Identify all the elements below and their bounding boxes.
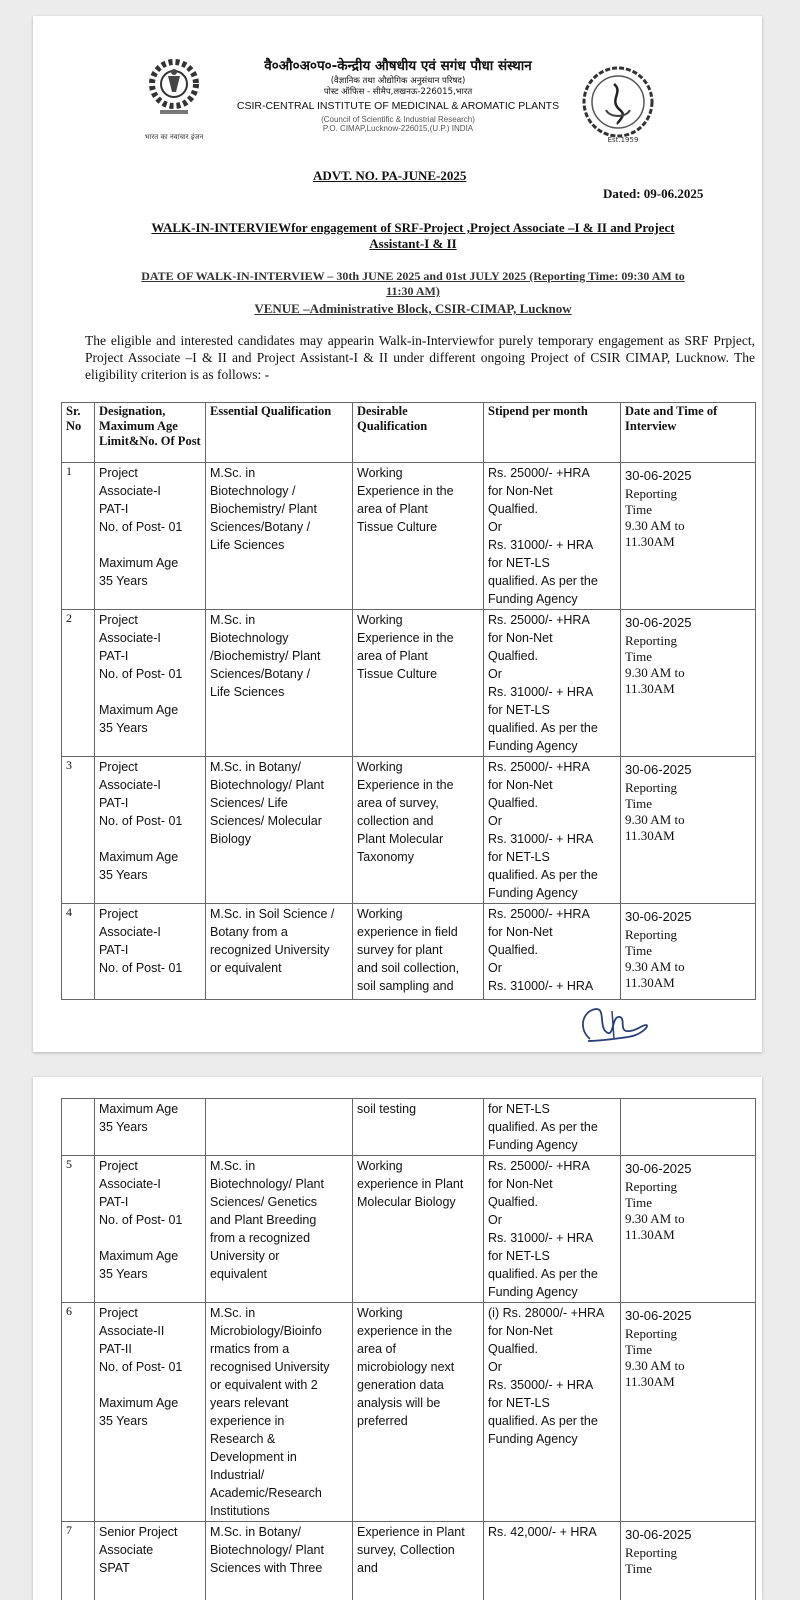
sr-no: 2 xyxy=(62,610,95,757)
header-stipend: Stipend per month xyxy=(484,403,621,463)
sr-no: 6 xyxy=(62,1303,95,1522)
advertisement-date: Dated: 09-06.2025 xyxy=(603,186,704,201)
designation-cell: Project Associate-I PAT-I No. of Post- 01 Maximum Age 35 Years xyxy=(95,463,206,610)
interview-date: 30-06-2025 xyxy=(625,468,692,483)
essential-qualification-cell: M.Sc. in Soil Science / Botany from a recognized University or equivalent xyxy=(206,904,353,1000)
left-logo-caption: भारत का नवाचार इंजन xyxy=(144,133,204,141)
hindi-institute-name: वै०औ०अ०प०-केन्द्रीय औषधीय एवं सगंध पौधा संस्थान xyxy=(264,58,532,74)
essential-qualification-cell: M.Sc. in Botany/ Biotechnology/ Plant Sciences with Three xyxy=(206,1522,353,1600)
stipend-cell: (i) Rs. 28000/- +HRA for Non-Net Qualfied. Or Rs. 35000/- + HRA for NET-LS qualified. As per the Funding Agency xyxy=(484,1303,621,1522)
table-row xyxy=(62,610,756,757)
interview-date-line-2: 11:30 AM) xyxy=(386,284,440,298)
interview-date-cell xyxy=(621,1303,756,1522)
venue-text: VENUE –Administrative Block, CSIR-CIMAP, Lucknow xyxy=(254,301,572,316)
stipend-cell: Rs. 25000/- +HRA for Non-Net Qualfied. Or Rs. 31000/- + HRA for NET-LS qualified. As per the Funding Agency xyxy=(484,757,621,904)
right-logo-caption: Est.1959 xyxy=(607,136,639,144)
reporting-time: Reporting Time 9.30 AM to 11.30AM xyxy=(625,780,685,843)
table-header-row xyxy=(62,403,756,463)
desirable-qualification-cell: Working Experience in the area of Plant Tissue Culture xyxy=(353,463,484,610)
designation-cell: Senior Project Associate SPAT xyxy=(95,1522,206,1600)
header-designation: Designation, Maximum Age Limit&No. Of Post xyxy=(95,403,206,463)
stipend-cell: Rs. 25000/- +HRA for Non-Net Qualfied. Or Rs. 31000/- + HRA for NET-LS qualified. As per the Funding Agency xyxy=(484,610,621,757)
document-page-1 xyxy=(33,16,762,1052)
desirable-qualification-cell: Working experience in Plant Molecular Biology xyxy=(353,1156,484,1303)
institute-name: CSIR-CENTRAL INSTITUTE OF MEDICINAL & AROMATIC PLANTS xyxy=(236,100,560,112)
designation-cell: Project Associate-I PAT-I No. of Post- 01 Maximum Age 35 Years xyxy=(95,757,206,904)
desirable-qualification-cell: Working experience in field survey for plant and soil collection, soil sampling and xyxy=(353,904,484,1000)
desirable-qualification-cell: Experience in Plant survey, Collection and xyxy=(353,1522,484,1600)
stipend-cell: Rs. 25000/- +HRA for Non-Net Qualfied. Or Rs. 31000/- + HRA for NET-LS qualified. As per the Funding Agency xyxy=(484,1156,621,1303)
designation-cell: Project Associate-I PAT-I No. of Post- 01 xyxy=(95,904,206,1000)
essential-qualification-cell: M.Sc. in Biotechnology /Biochemistry/ Plant Sciences/Botany / Life Sciences xyxy=(206,610,353,757)
hindi-council-line: (वैज्ञानिक तथा औद्योगिक अनुसंधान परिषद) xyxy=(330,76,466,86)
reporting-time: Reporting Time 9.30 AM to 11.30AM xyxy=(625,633,685,696)
reporting-time: Reporting Time xyxy=(625,1545,677,1576)
essential-qualification-cell: M.Sc. in Biotechnology / Biochemistry/ Plant Sciences/Botany / Life Sciences xyxy=(206,463,353,610)
interview-date: 30-06-2025 xyxy=(625,762,692,777)
interview-date-cell xyxy=(621,1522,756,1600)
header-essential-qualification: Essential Qualification xyxy=(206,403,353,463)
sr-no: 5 xyxy=(62,1156,95,1303)
table-row xyxy=(62,1156,756,1303)
reporting-time: Reporting Time 9.30 AM to 11.30AM xyxy=(625,486,685,549)
csir-logo-icon xyxy=(138,54,210,134)
desirable-qualification-cell: Working Experience in the area of survey, collection and Plant Molecular Taxonomy xyxy=(353,757,484,904)
interview-date-cell xyxy=(621,757,756,904)
advertisement-number: ADVT. NO. PA-JUNE-2025 xyxy=(313,168,467,183)
stipend-cell: for NET-LS qualified. As per the Funding Agency xyxy=(484,1099,621,1156)
eligibility-table-continued xyxy=(61,1098,756,1600)
desirable-qualification-cell: Working experience in the area of microbiology next generation data analysis will be preferred xyxy=(353,1303,484,1522)
designation-cell: Project Associate-I PAT-I No. of Post- 01 Maximum Age 35 Years xyxy=(95,610,206,757)
designation-cell: Maximum Age 35 Years xyxy=(95,1099,206,1156)
venue-line xyxy=(93,301,733,317)
header-interview-date: Date and Time of Interview xyxy=(621,403,756,463)
stipend-cell: Rs. 42,000/- + HRA xyxy=(484,1522,621,1600)
essential-qualification-cell: M.Sc. in Botany/ Biotechnology/ Plant Sciences/ Life Sciences/ Molecular Biology xyxy=(206,757,353,904)
table-row xyxy=(62,904,756,1000)
reporting-time: Reporting Time 9.30 AM to 11.30AM xyxy=(625,1179,685,1242)
reporting-time: Reporting Time 9.30 AM to 11.30AM xyxy=(625,1326,685,1389)
interview-date: 30-06-2025 xyxy=(625,909,692,924)
institute-address: P.O. CIMAP,Lucknow-226015,(U.P.) INDIA xyxy=(322,124,474,133)
essential-qualification-cell: M.Sc. in Microbiology/Bioinfo rmatics from a recognised University or equivalent with 2 years relevant experience in Research & Development in Industrial/ Academic/Research Institutions xyxy=(206,1303,353,1522)
document-page-2 xyxy=(33,1077,762,1600)
desirable-qualification-cell: soil testing xyxy=(353,1099,484,1156)
sr-no: 7 xyxy=(62,1522,95,1600)
intro-paragraph: The eligible and interested candidates may appearin Walk-in-Interviewfor purely temporary engagement as SRF Prpject, Project Associate –I & II and Project Assistant-I & II under different ongoing Project of CSIR CIMAP, Lucknow. The eligibility criterion is as follows: - xyxy=(85,333,755,382)
council-line: (Council of Scientific & Industrial Research) xyxy=(321,115,475,124)
interview-date: 30-06-2025 xyxy=(625,1308,692,1323)
reporting-time: Reporting Time 9.30 AM to 11.30AM xyxy=(625,927,685,990)
sr-no: 4 xyxy=(62,904,95,1000)
sr-no: 3 xyxy=(62,757,95,904)
hindi-address-line: पोस्ट ऑफिस - सीमैप,लखनऊ-226015,भारत xyxy=(323,87,473,97)
interview-date: 30-06-2025 xyxy=(625,1527,692,1542)
title-line-1: WALK-IN-INTERVIEWfor engagement of SRF-Project ,Project Associate –I & II and Project xyxy=(151,220,675,235)
designation-cell: Project Associate-II PAT-II No. of Post- 01 Maximum Age 35 Years xyxy=(95,1303,206,1522)
header-sr-no: Sr. No xyxy=(62,403,95,463)
table-row xyxy=(62,463,756,610)
interview-date-line-1: DATE OF WALK-IN-INTERVIEW – 30th JUNE 2025 and 01st JULY 2025 (Reporting Time: 09:30 AM to xyxy=(141,269,685,283)
designation-cell: Project Associate-I PAT-I No. of Post- 01 Maximum Age 35 Years xyxy=(95,1156,206,1303)
essential-qualification-cell: M.Sc. in Biotechnology/ Plant Sciences/ Genetics and Plant Breeding from a recognized University or equivalent xyxy=(206,1156,353,1303)
interview-date-cell xyxy=(621,610,756,757)
stipend-cell: Rs. 25000/- +HRA for Non-Net Qualfied. Or Rs. 31000/- + HRA xyxy=(484,904,621,1000)
interview-date-block xyxy=(93,269,733,299)
desirable-qualification-cell: Working Experience in the area of Plant Tissue Culture xyxy=(353,610,484,757)
table-row xyxy=(62,1303,756,1522)
stipend-cell: Rs. 25000/- +HRA for Non-Net Qualfied. Or Rs. 31000/- + HRA for NET-LS qualified. As per the Funding Agency xyxy=(484,463,621,610)
table-row xyxy=(62,757,756,904)
interview-date-cell xyxy=(621,1156,756,1303)
table-row-continued xyxy=(62,1099,756,1156)
interview-date: 30-06-2025 xyxy=(625,615,692,630)
interview-date: 30-06-2025 xyxy=(625,1161,692,1176)
eligibility-table xyxy=(61,402,756,1000)
interview-date-cell xyxy=(621,904,756,1000)
advertisement-title xyxy=(93,220,733,252)
sr-no: 1 xyxy=(62,463,95,610)
title-line-2: Assistant-I & II xyxy=(369,236,457,251)
header-desirable-qualification: Desirable Qualification xyxy=(353,403,484,463)
signature-icon xyxy=(568,999,668,1049)
essential-qualification-cell xyxy=(206,1099,353,1156)
table-row xyxy=(62,1522,756,1600)
interview-date-cell xyxy=(621,463,756,610)
